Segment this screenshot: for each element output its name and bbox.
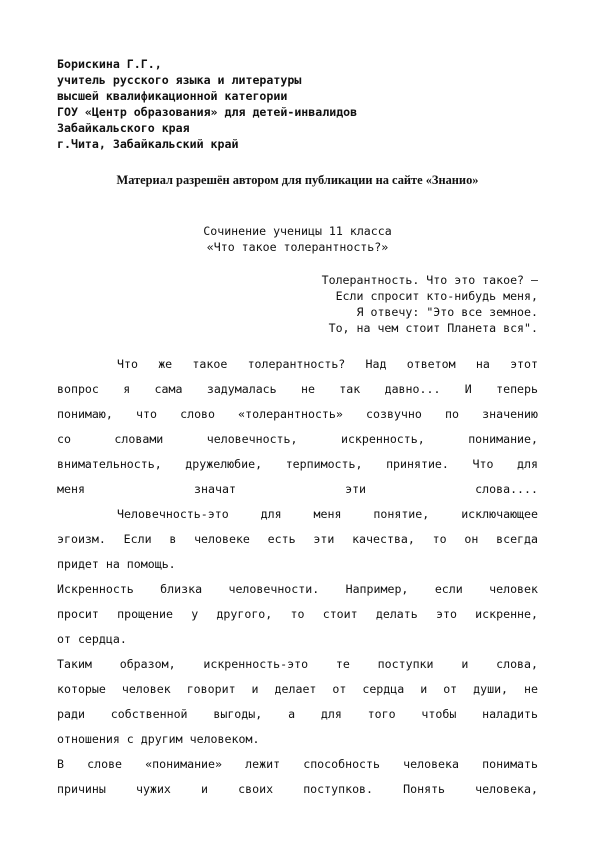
essay-title-line-1: Сочинение ученицы 11 класса xyxy=(203,224,392,238)
author-position: учитель русского языка и литературы xyxy=(57,73,302,87)
body-line: придет на помощь. xyxy=(57,557,176,571)
author-name: Борискина Г.Г., xyxy=(57,57,162,71)
body-line: эгоизм. Если в человеке есть эти качества, то он всегда xyxy=(57,532,538,546)
author-organization: ГОУ «Центр образования» для детей-инвалидов xyxy=(57,105,358,119)
body-line: со словами человечность, искренность, понимание, xyxy=(57,432,538,446)
body-line: понимаю, что слово «толерантность» созвучно по значению xyxy=(57,407,538,421)
body-line: причины чужих и своих поступков. Понять человека, xyxy=(57,782,538,796)
epigraph-line: Если спросит кто-нибудь меня, xyxy=(335,289,538,303)
author-header xyxy=(57,56,357,152)
body-line: Таким образом, искренность-это те поступки и слова, xyxy=(57,657,538,671)
body-line: которые человек говорит и делает от сердца и от души, не xyxy=(57,682,538,696)
body-line: внимательность, дружелюбие, терпимость, принятие. Что для xyxy=(57,457,538,471)
author-region: Забайкальского края xyxy=(57,121,190,135)
body-line: ради собственной выгоды, а для того чтобы наладить xyxy=(57,707,538,721)
epigraph-line: То, на чем стоит Планета вся". xyxy=(328,321,538,335)
essay-title xyxy=(0,223,595,255)
body-line: Искренность близка человечности. Например, если человек xyxy=(57,582,538,596)
essay-title-line-2: «Что такое толерантность?» xyxy=(206,240,389,254)
author-city: г.Чита, Забайкальский край xyxy=(57,137,239,151)
body-line: Человечность-это для меня понятие, исключающее xyxy=(117,507,538,521)
body-line: В слове «понимание» лежит способность человека понимать xyxy=(57,757,538,771)
body-line: вопрос я сама задумалась не так давно... И теперь xyxy=(57,382,538,396)
epigraph-line: Я отвечу: "Это все земное. xyxy=(356,305,538,319)
body-line: Что же такое толерантность? Над ответом на этот xyxy=(117,357,538,371)
epigraph xyxy=(322,272,538,336)
essay-body xyxy=(57,352,538,802)
publication-notice: Материал разрешён автором для публикации на сайте «Знанио» xyxy=(116,173,479,187)
body-line: отношения с другим человеком. xyxy=(57,732,260,746)
body-line: просит прощение у другого, то стоит делать это искренне, xyxy=(57,607,538,621)
body-line: меня значат эти слова.... xyxy=(57,482,538,496)
epigraph-line: Толерантность. Что это такое? — xyxy=(321,273,538,287)
body-line: от сердца. xyxy=(57,632,127,646)
author-qualification: высшей квалификационной категории xyxy=(57,89,288,103)
